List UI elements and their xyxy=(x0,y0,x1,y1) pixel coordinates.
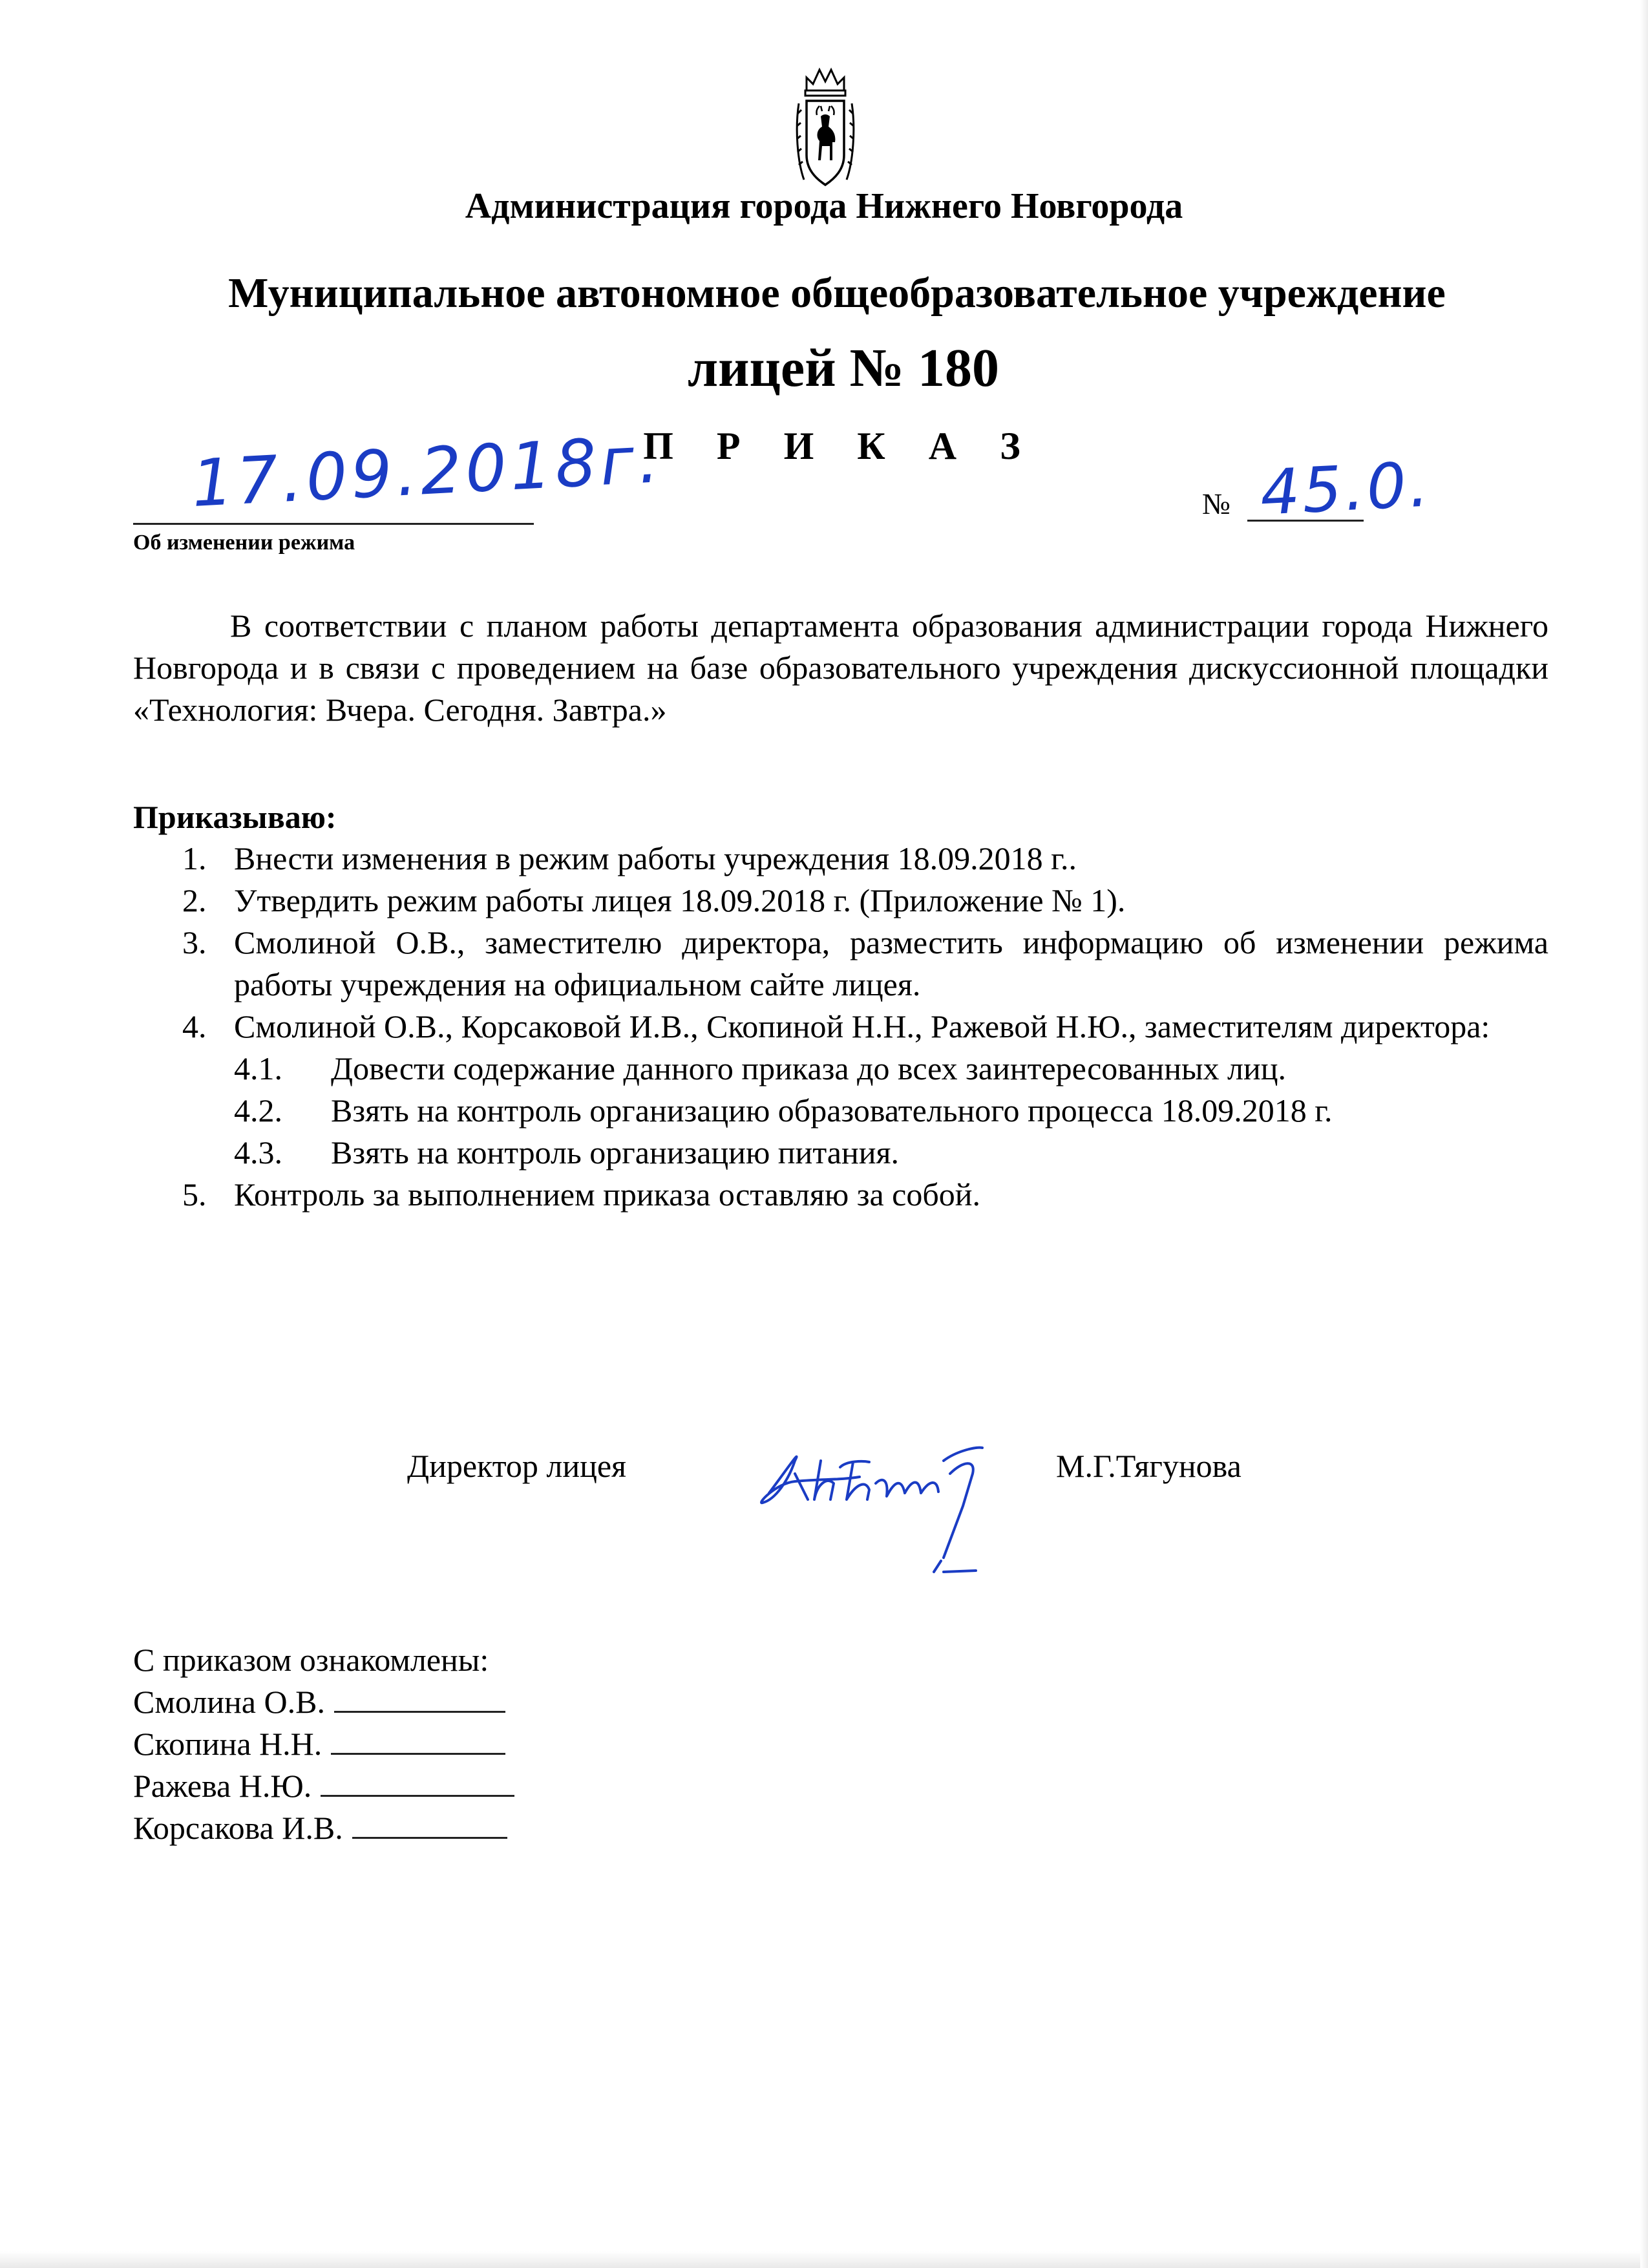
list-item-text: Смолиной О.В., заместителю директора, разместить информацию об изменении режима работы учреждения на официальном сайте лицея. xyxy=(234,924,1548,1002)
acknowledgement-row xyxy=(133,1807,514,1849)
handwritten-date: 17.09.2018г. xyxy=(189,421,664,522)
acknowledgement-person: Скопина Н.Н. xyxy=(133,1726,322,1762)
acknowledgement-row xyxy=(133,1681,514,1723)
organization-name: лицей № 180 xyxy=(687,338,999,398)
acknowledgement-heading: С приказом ознакомлены: xyxy=(133,1642,489,1678)
list-item xyxy=(133,1174,1548,1216)
sub-list-item-text: Взять на контроль организацию образовательного процесса 18.09.2018 г. xyxy=(331,1092,1333,1129)
preamble-paragraph: В соответствии с планом работы департамента образования администрации города Нижнего Новгорода и в связи с проведением на базе образовательного учреждения дискуссионной площадки «Технология: Вчера. Сегодня. Завтра.» xyxy=(133,608,1548,728)
nizhny-novgorod-coat-of-arms-icon xyxy=(795,65,856,191)
sub-list-item xyxy=(133,1132,1548,1174)
signature-line xyxy=(321,1769,514,1797)
sub-list-item-text: Взять на контроль организацию питания. xyxy=(331,1134,899,1171)
sub-list-item xyxy=(133,1090,1548,1132)
handwritten-signature xyxy=(750,1422,1060,1584)
list-item xyxy=(133,1006,1548,1048)
acknowledgement-block xyxy=(133,1639,514,1849)
list-item xyxy=(133,880,1548,922)
director-position: Директор лицея xyxy=(407,1448,627,1484)
list-item-text: Смолиной О.В., Корсаковой И.В., Скопиной Н.Н., Ражевой Н.Ю., заместителям директора: xyxy=(234,1008,1490,1044)
list-item-number: 2. xyxy=(182,882,207,918)
list-item-text: Внести изменения в режим работы учреждения 18.09.2018 г.. xyxy=(234,840,1077,876)
list-item-text: Утвердить режим работы лицея 18.09.2018 г. (Приложение № 1). xyxy=(234,882,1126,918)
signature-line xyxy=(334,1685,505,1713)
document-type-heading: П Р И К А З xyxy=(643,425,1037,467)
acknowledgement-row xyxy=(133,1765,514,1807)
list-item-number: 3. xyxy=(182,924,207,960)
sub-list-item-text: Довести содержание данного приказа до всех заинтересованных лиц. xyxy=(331,1050,1287,1086)
list-item-number: 4. xyxy=(182,1008,207,1044)
order-items-list xyxy=(133,838,1548,1216)
order-heading: Приказываю: xyxy=(133,799,337,835)
director-name: М.Г.Тягунова xyxy=(1056,1448,1241,1484)
scan-edge xyxy=(0,2251,1648,2268)
sub-list-item-number: 4.1. xyxy=(234,1050,282,1086)
signature-line xyxy=(331,1727,505,1755)
sub-list-item-number: 4.2. xyxy=(234,1092,282,1129)
acknowledgement-person: Ражева Н.Ю. xyxy=(133,1768,312,1804)
sub-list-item-number: 4.3. xyxy=(234,1134,282,1171)
handwritten-order-number: 45.0. xyxy=(1258,448,1433,529)
acknowledgement-person: Смолина О.В. xyxy=(133,1684,325,1720)
signature-line xyxy=(352,1811,507,1839)
list-item-number: 5. xyxy=(182,1176,207,1213)
list-item-text: Контроль за выполнением приказа оставляю за собой. xyxy=(234,1176,981,1213)
date-underline xyxy=(133,523,534,525)
administration-title: Администрация города Нижнего Новгорода xyxy=(465,186,1183,226)
order-subject: Об изменении режима xyxy=(133,531,355,555)
list-item xyxy=(133,922,1548,1006)
acknowledgement-person: Корсакова И.В. xyxy=(133,1810,343,1846)
scan-edge xyxy=(1640,0,1648,2268)
acknowledgement-row xyxy=(133,1723,514,1765)
organization-title: Муниципальное автономное общеобразовательное учреждение xyxy=(228,270,1446,317)
list-item-number: 1. xyxy=(182,840,207,876)
sub-list-item xyxy=(133,1048,1548,1090)
list-item xyxy=(133,838,1548,880)
number-sign: № xyxy=(1202,487,1231,520)
